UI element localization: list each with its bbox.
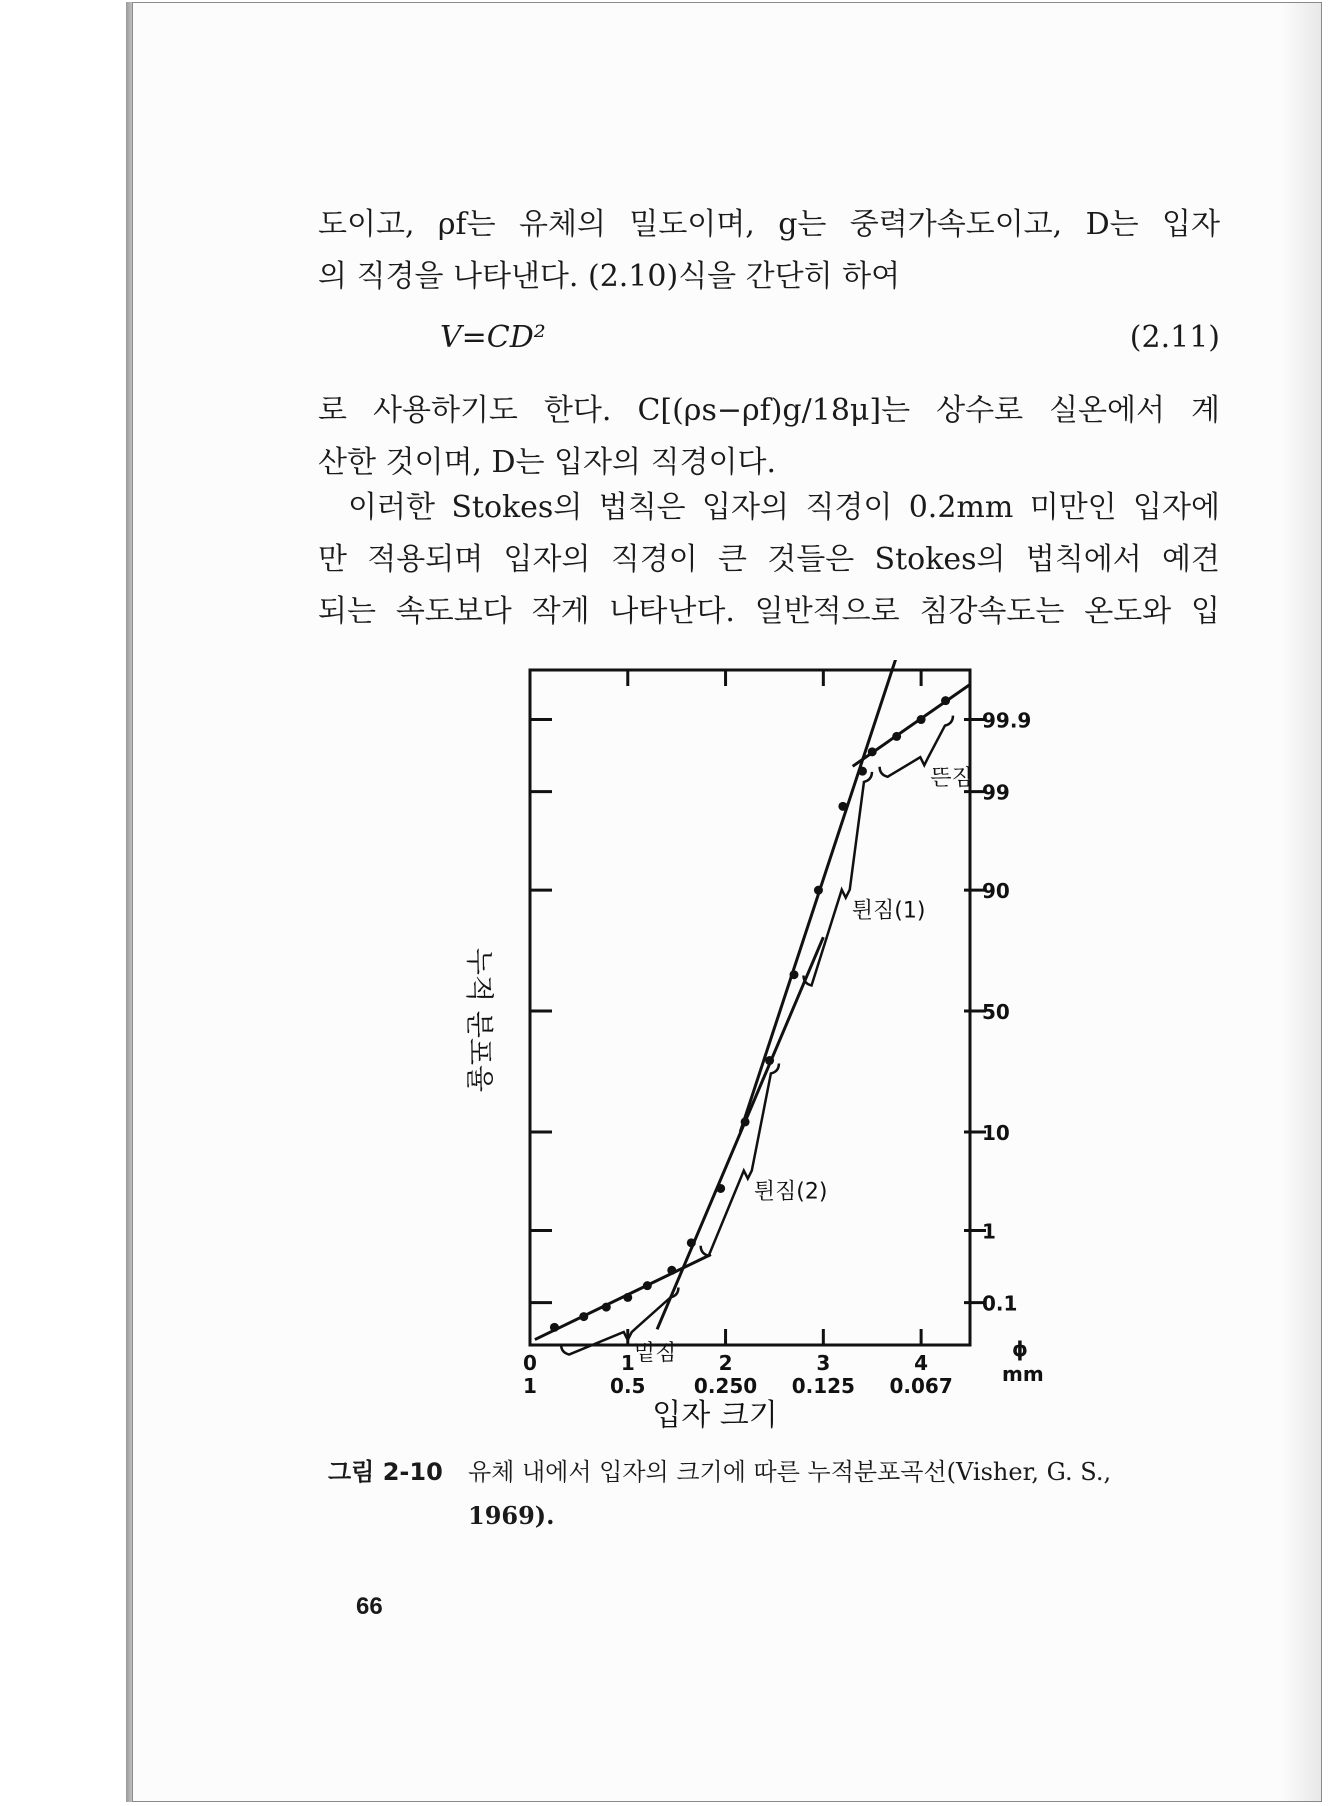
figure-caption <box>328 1450 1111 1538</box>
data-point <box>550 1323 559 1332</box>
y-tick-label: 1 <box>982 1219 996 1244</box>
data-point <box>602 1303 611 1312</box>
x-tick-label-mm: 0.067 <box>889 1374 953 1398</box>
equation-number: (2.11) <box>1129 320 1220 355</box>
data-point <box>765 1056 774 1065</box>
body-line-2: 의 직경을 나타낸다. (2.10)식을 간단히 하여 <box>318 259 901 294</box>
data-point <box>579 1312 588 1321</box>
data-point <box>814 886 823 895</box>
data-point <box>892 732 901 741</box>
y-tick-label: 0.1 <box>982 1291 1018 1316</box>
y-tick-label: 90 <box>982 879 1010 904</box>
body-line-4: 산한 것이며, D는 입자의 직경이다. <box>318 445 777 480</box>
y-tick-label: 99 <box>982 780 1010 805</box>
data-point <box>741 1117 750 1126</box>
y-tick-label: 10 <box>982 1120 1010 1145</box>
data-point <box>716 1184 725 1193</box>
x-tick-label-phi: 2 <box>718 1351 733 1375</box>
x-phi-unit: ϕ <box>1012 1337 1028 1361</box>
data-point <box>917 715 926 724</box>
y-axis-title: 누적 분포율 <box>463 947 496 1093</box>
x-tick-label-phi: 3 <box>816 1351 831 1375</box>
body-line-1: 도이고, ρf는 유체의 밀도이며, g는 중력가속도이고, D는 입자 <box>318 207 1220 242</box>
x-tick-label-mm: 1 <box>523 1374 537 1398</box>
series-label: 밑짐 <box>633 1341 677 1367</box>
data-point <box>838 802 847 811</box>
body-line-5: 이러한 Stokes의 법칙은 입자의 직경이 0.2mm 미만인 입자에 <box>348 490 1220 525</box>
data-point <box>643 1281 652 1290</box>
data-point <box>858 767 867 776</box>
data-point <box>941 696 950 705</box>
x-tick-label-phi: 0 <box>523 1351 537 1375</box>
figure-caption-label: 그림 2-10 <box>328 1458 443 1486</box>
x-mm-unit: mm <box>1002 1362 1044 1386</box>
x-tick-label-mm: 0.5 <box>610 1374 646 1398</box>
y-tick-label: 99.9 <box>982 708 1032 733</box>
data-point <box>623 1293 632 1302</box>
body-line-6: 만 적용되며 입자의 직경이 큰 것들은 Stokes의 법칙에서 예견 <box>318 542 1220 577</box>
y-tick-label: 50 <box>982 1000 1010 1025</box>
body-line-3: 로 사용하기도 한다. C[(ρs−ρf)g/18μ]는 상수로 실온에서 계 <box>318 393 1220 428</box>
x-axis-title: 입자 크기 <box>652 1398 778 1430</box>
equation: V=CD² <box>440 320 546 355</box>
figure-caption-text: 유체 내에서 입자의 크기에 따른 누적분포곡선(Visher, G. S., <box>468 1458 1112 1486</box>
bracket-1 <box>701 1063 779 1255</box>
x-tick-label-mm: 0.125 <box>791 1374 855 1398</box>
plot-frame <box>530 670 970 1345</box>
series-label: 뜬짐 <box>930 766 973 792</box>
data-point <box>687 1238 696 1247</box>
x-tick-label-mm: 0.250 <box>693 1374 758 1398</box>
cumulative-distribution-chart <box>440 660 1120 1430</box>
series-label: 튄짐(1) <box>851 898 926 924</box>
fit-line-1 <box>657 937 823 1329</box>
data-point <box>790 970 799 979</box>
data-point <box>868 747 877 756</box>
figure-caption-continuation: 1969). <box>468 1501 555 1530</box>
bracket-2 <box>804 772 872 986</box>
series-label: 튄짐(2) <box>753 1179 828 1205</box>
x-tick-label-phi: 1 <box>620 1351 635 1375</box>
body-line-7: 되는 속도보다 작게 나타난다. 일반적으로 침강속도는 온도와 입 <box>318 594 1220 629</box>
page-number: 66 <box>356 1593 383 1620</box>
data-point <box>667 1266 676 1275</box>
x-tick-label-phi: 4 <box>914 1351 929 1375</box>
